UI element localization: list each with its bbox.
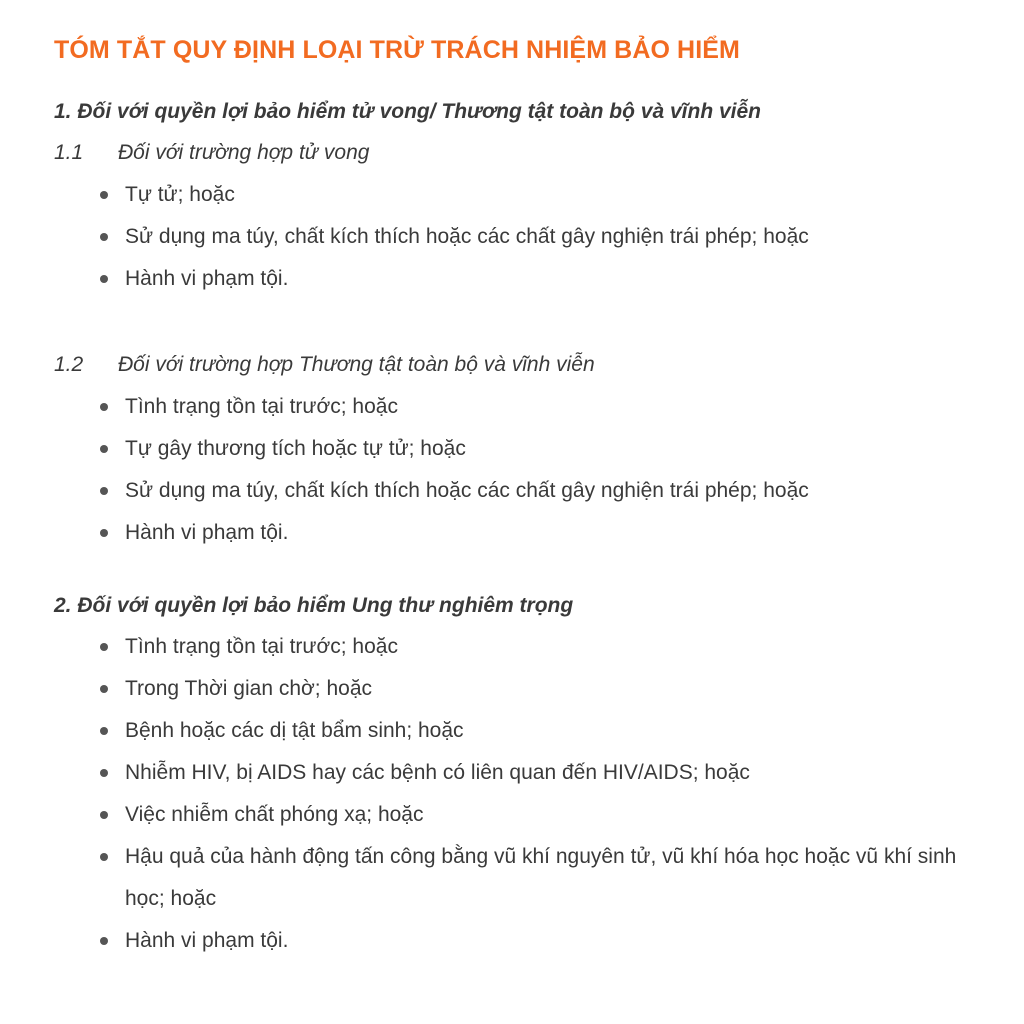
document-page — [54, 30, 984, 962]
document-title: TÓM TẮT QUY ĐỊNH LOẠI TRỪ TRÁCH NHIỆM BẢO HIỂM — [54, 36, 740, 64]
bullet-icon — [100, 853, 108, 861]
list-item — [54, 174, 984, 216]
subsection-title: Đối với trường hợp Thương tật toàn bộ và vĩnh viễn — [118, 353, 595, 376]
list-item — [54, 470, 984, 512]
bullet-icon — [100, 191, 108, 199]
subsection-number: 1.1 — [54, 141, 84, 164]
list-item-text: Bệnh hoặc các dị tật bẩm sinh; hoặc — [125, 719, 464, 742]
list-item-text: Tự tử; hoặc — [125, 183, 235, 206]
bullet-icon — [100, 937, 108, 945]
list-item-text: Hành vi phạm tội. — [125, 267, 289, 290]
section-2-heading: 2. Đối với quyền lợi bảo hiểm Ung thư nghiêm trọng — [54, 594, 574, 617]
subsection-1-1-heading — [54, 132, 984, 174]
list-item — [54, 836, 984, 920]
list-item — [54, 428, 984, 470]
list-item — [54, 512, 984, 554]
list-item — [54, 794, 984, 836]
section-1-heading: 1. Đối với quyền lợi bảo hiểm tử vong/ Thương tật toàn bộ và vĩnh viễn — [54, 100, 762, 123]
bullet-icon — [100, 445, 108, 453]
list-item-text: Tự gây thương tích hoặc tự tử; hoặc — [125, 437, 466, 460]
bullet-icon — [100, 529, 108, 537]
subsection-1-2-heading — [54, 344, 984, 386]
list-item-text: Sử dụng ma túy, chất kích thích hoặc các chất gây nghiện trái phép; hoặc — [125, 225, 809, 248]
bullet-icon — [100, 275, 108, 283]
bullet-icon — [100, 403, 108, 411]
list-item — [54, 752, 984, 794]
subsection-1-1-list — [54, 174, 984, 300]
list-item — [54, 626, 984, 668]
bullet-icon — [100, 769, 108, 777]
list-item-text: Hành vi phạm tội. — [125, 521, 289, 544]
list-item — [54, 668, 984, 710]
list-item — [54, 920, 984, 962]
subsection-number: 1.2 — [54, 353, 84, 376]
section-2-list — [54, 626, 984, 962]
list-item-text: Trong Thời gian chờ; hoặc — [125, 677, 373, 700]
list-item-text: Hành vi phạm tội. — [125, 929, 289, 952]
bullet-icon — [100, 685, 108, 693]
list-item-text: Tình trạng tồn tại trước; hoặc — [125, 635, 398, 658]
list-item-text: Việc nhiễm chất phóng xạ; hoặc — [125, 803, 424, 826]
subsection-title: Đối với trường hợp tử vong — [118, 141, 370, 164]
list-item — [54, 258, 984, 300]
list-item-text: Hậu quả của hành động tấn công bằng vũ khí nguyên tử, vũ khí hóa học hoặc vũ khí sinh học; hoặc — [125, 845, 957, 910]
list-item-text: Tình trạng tồn tại trước; hoặc — [125, 395, 398, 418]
bullet-icon — [100, 233, 108, 241]
bullet-icon — [100, 487, 108, 495]
subsection-1-2-list — [54, 386, 984, 554]
list-item — [54, 710, 984, 752]
bullet-icon — [100, 727, 108, 735]
list-item-text: Sử dụng ma túy, chất kích thích hoặc các chất gây nghiện trái phép; hoặc — [125, 479, 809, 502]
list-item-text: Nhiễm HIV, bị AIDS hay các bệnh có liên quan đến HIV/AIDS; hoặc — [125, 761, 750, 784]
bullet-icon — [100, 811, 108, 819]
list-item — [54, 216, 984, 258]
list-item — [54, 386, 984, 428]
bullet-icon — [100, 643, 108, 651]
